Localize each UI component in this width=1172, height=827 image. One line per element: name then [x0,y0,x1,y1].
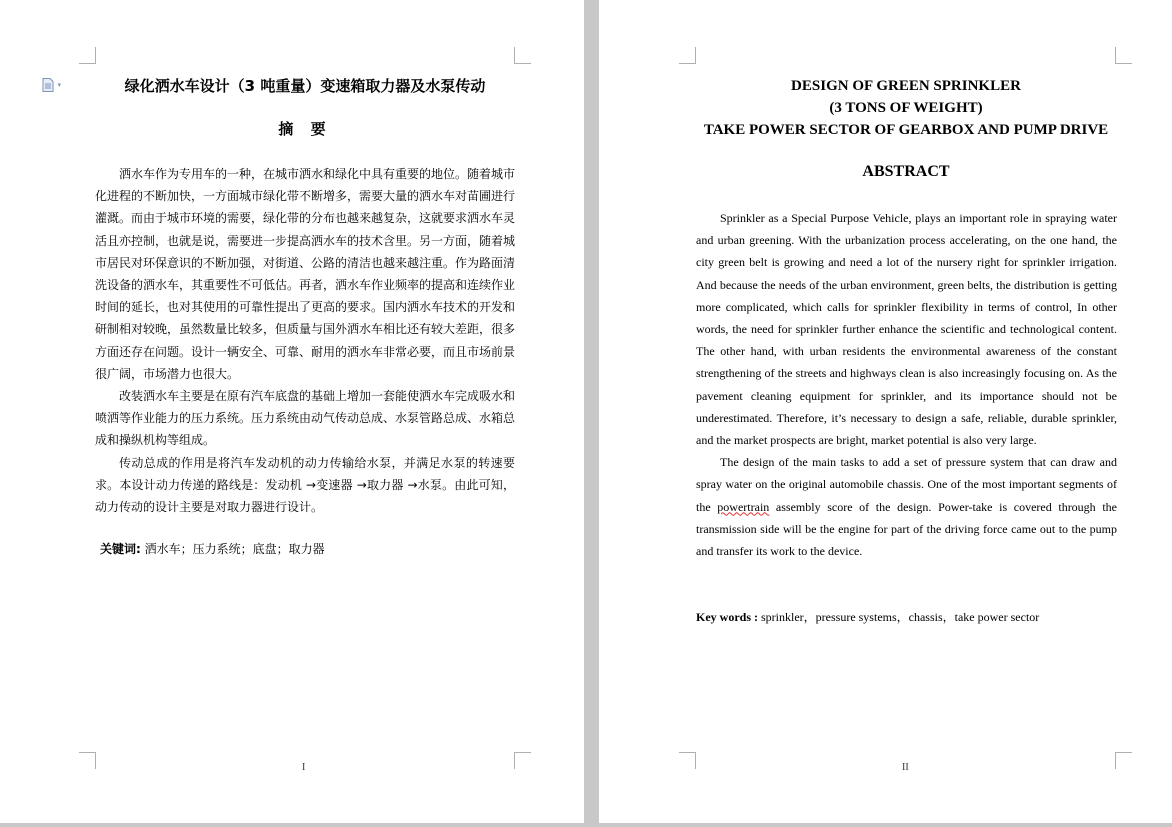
paragraph-2-text-b: assembly score of the design. Power-take is covered through the transmission side will be the engine for part of the driving force came out to the pump and transfer its work to the device. [696,499,1117,559]
chevron-down-icon[interactable]: ▾ [57,81,62,89]
spellcheck-flagged-word[interactable]: powertrain [717,499,770,514]
chinese-keywords [100,540,325,557]
english-title [680,75,1132,141]
page-number-2: II [902,762,909,773]
crop-mark [514,752,531,769]
chinese-paragraph-1: 洒水车作为专用车的一种，在城市洒水和绿化中具有重要的地位。随着城市化进程的不断加快，一方面城市绿化带不断增多，需要大量的洒水车对苗圃进行灌溉。而由于城市环境的需要，绿化带的分布也越来越复杂，这就要求洒水车灵活且亦控制，也就是说，需要进一步提高洒水车的技术含里。另一方面，随着城市居民对环保意识的不断加强，对街道、公路的清洁也越来越注重。作为路面清洗设备的洒水车，其重要性不可低估。再者，洒水车作业频率的提高和连续作业时间的延长，也对其使用的可靠性提出了更高的要求。国内洒水车技术的开发和研制相对较晚，虽然数量比较多，但质量与国外洒水车相比还有较大差距，很多方面还存在问题。设计一辆安全、可靠、耐用的洒水车非常必要，而且市场前景很广阔，市场潜力也很大。 [95,167,516,381]
chinese-abstract-heading: 摘 要 [278,120,332,138]
crop-mark [514,47,531,64]
english-title-line-3: TAKE POWER SECTOR OF GEARBOX AND PUMP DRIVE [703,122,1109,138]
english-keywords [696,608,1039,625]
english-abstract-body [696,207,1117,562]
chinese-title: 绿化洒水车设计（3 吨重量）变速箱取力器及水泵传动 [124,77,486,95]
page-number-1: I [302,762,306,773]
chinese-abstract-body [95,163,515,518]
english-keywords-text: sprinkler，pressure systems，chassis，take power sector [758,610,1040,624]
crop-mark [79,47,96,64]
english-abstract-heading: ABSTRACT [862,163,950,180]
english-title-line-1: DESIGN OF GREEN SPRINKLER [791,78,1021,94]
english-paragraph-1: Sprinkler as a Special Purpose Vehicle, plays an important role in spraying water and urban greening. With the urbanization process accelerating, on the one hand, the city green belt is growing and need a lot of the nursery right for sprinkler irrigation. And because the needs of the urban environment, green belts, the distribution is getting more complicated, which calls for sprinkler flexibility in terms of control, In other words, the need for sprinkler further enhance the scientific and technological content. The other hand, with urban residents the environmental awareness of the constant strengthening of the streets and highways clean is also increasingly focusing on. As the pavement cleaning equipment for sprinkler, and its importance should not be underestimated. Therefore, it’s necessary to design a safe, reliable, durable sprinkler, and the market prospects are bright, market potential is also very large. [696,211,1117,448]
english-paragraph-2 [696,451,1117,562]
paragraph-2-text-a: The design of the main tasks to add a set of pressure system that can draw and spray water on the original automobile chassis. One of the most important segments of the [696,455,1117,514]
crop-mark [1115,47,1132,64]
english-title-line-2: (3 TONS OF WEIGHT) [829,100,983,116]
crop-mark [79,752,96,769]
chinese-keywords-text: 洒水车；压力系统；底盘；取力器 [144,542,325,556]
crop-mark [1115,752,1132,769]
document-icon[interactable] [42,78,66,92]
chinese-paragraph-3: 传动总成的作用是将汽车发动机的动力传输给水泵，并满足水泵的转速要求。本设计动力传递的路线是：发动机 →变速器 →取力器 →水泵。由此可知，动力传动的设计主要是对取力器进行设计。 [95,455,515,515]
chinese-paragraph-2: 改装洒水车主要是在原有汽车底盘的基础上增加一套能使洒水车完成吸水和喷洒等作业能力的压力系统。压力系统由动气传动总成、水泵管路总成、水箱总成和操纵机构等组成。 [95,389,516,448]
crop-mark [679,752,696,769]
chinese-keywords-label: 关键词: [100,542,141,556]
crop-mark [679,47,696,64]
english-keywords-label: Key words : [696,610,758,624]
